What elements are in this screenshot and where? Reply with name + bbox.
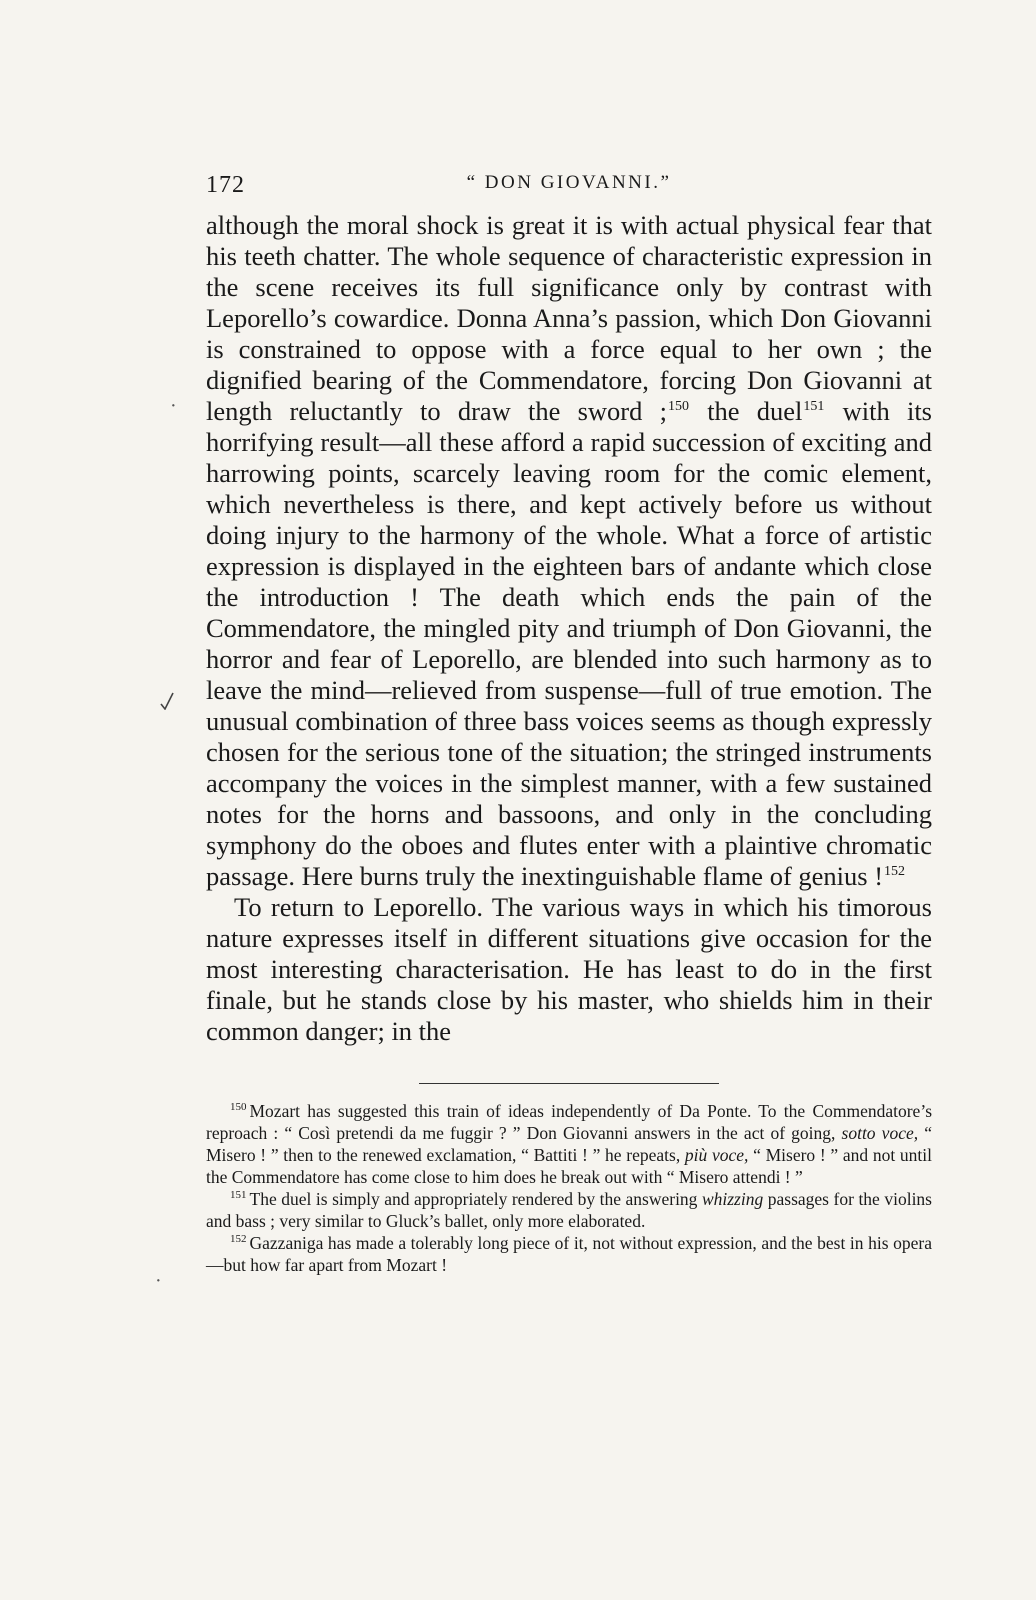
margin-dot-mark-1: · [170, 395, 177, 417]
footnote-ref-152[interactable]: 152 [884, 864, 906, 879]
footnote-150-number: 150 [230, 1101, 247, 1113]
running-title: “ DON GIOVANNI.” [466, 172, 672, 193]
body-text [206, 210, 932, 1047]
paragraph-1-part-2: the duel [689, 396, 803, 426]
footnote-151-text-b: passages for the violins and bass ; very similar to Gluck’s ballet, only more elaborated. [206, 1189, 932, 1231]
footnote-150-text-b: “ Misero ! ” then to the renewed exclamation, “ Battiti ! ” he repeats, [206, 1123, 932, 1165]
footnote-151 [206, 1188, 932, 1232]
footnote-ref-150[interactable]: 150 [667, 399, 689, 414]
paragraph-2: To return to Leporello. The various ways in which his timorous nature expresses itself in different situations give occasion for the most interesting characterisation. He has least to do in the first finale, but he stands close by his master, who shields him in their common danger; in the [206, 892, 932, 1046]
footnote-150-italic-2: più voce, [684, 1145, 749, 1165]
footnote-152 [206, 1232, 932, 1276]
paragraph-1 [206, 210, 932, 892]
footnote-divider [419, 1083, 719, 1084]
paragraph-1-part-3: with its horrifying result—all these afford a rapid succession of exciting and harrowing points, scarcely leaving room for the comic element, which nevertheless is there, and kept actively before us without doing injury to the harmony of the whole. What a force of artistic expression is displayed in the eighteen bars of andante which close the introduction ! The death which ends the pain of the Commendatore, the mingled pity and triumph of Don Giovanni, the horror and fear of Leporello, are blended into such harmony as to leave the mind—relieved from suspense—full of true emotion. The unusual combination of three bass voices seems as though expressly chosen for the serious tone of the situation; the stringed instruments accompany the voices in the simplest manner, with a few sustained notes for the horns and bassoons, and only in the concluding symphony do the oboes and flutes enter with a plaintive chromatic passage. Here burns truly the inextinguishable flame of genius ! [206, 396, 932, 891]
footnotes [206, 1100, 932, 1276]
book-page [206, 170, 932, 1276]
footnote-ref-151[interactable]: 151 [803, 399, 825, 414]
pencil-tick-mark [160, 692, 174, 710]
footnote-152-text-a: Gazzaniga has made a tolerably long piece of it, not without expression, and the best in his opera—but how far apart from Mozart ! [206, 1233, 932, 1275]
footnote-151-italic-1: whizzing [701, 1189, 764, 1209]
footnote-151-number: 151 [230, 1189, 247, 1201]
footnote-150-text-c: “ Misero ! ” and not until the Commendatore has come close to him does he break out with “ Misero attendi ! ” [206, 1145, 933, 1187]
footnote-150-text-a: Mozart has suggested this train of ideas independently of Da Ponte. To the Commendatore’s reproach : “ Così pretendi da me fuggir ? ” Don Giovanni answers in the act of going, [206, 1101, 932, 1143]
margin-dot-mark-2: · [155, 1270, 162, 1292]
footnote-151-text-a: The duel is simply and appropriately rendered by the answering [249, 1189, 702, 1209]
footnote-152-number: 152 [230, 1233, 247, 1245]
page-number: 172 [206, 172, 245, 198]
footnote-150 [206, 1100, 932, 1188]
footnote-150-italic-1: sotto voce, [841, 1123, 919, 1143]
paragraph-1-part-1: although the moral shock is great it is with actual physical fear that his teeth chatter. The whole sequence of characteristic expression in the scene receives its full significance only by contrast with Leporello’s cowardice. Donna Anna’s passion, which Don Giovanni is constrained to oppose with a force equal to her own ; the dignified bearing of the Commendatore, forcing Don Giovanni at length reluctantly to draw the sword ; [206, 210, 932, 426]
running-head [206, 170, 932, 210]
